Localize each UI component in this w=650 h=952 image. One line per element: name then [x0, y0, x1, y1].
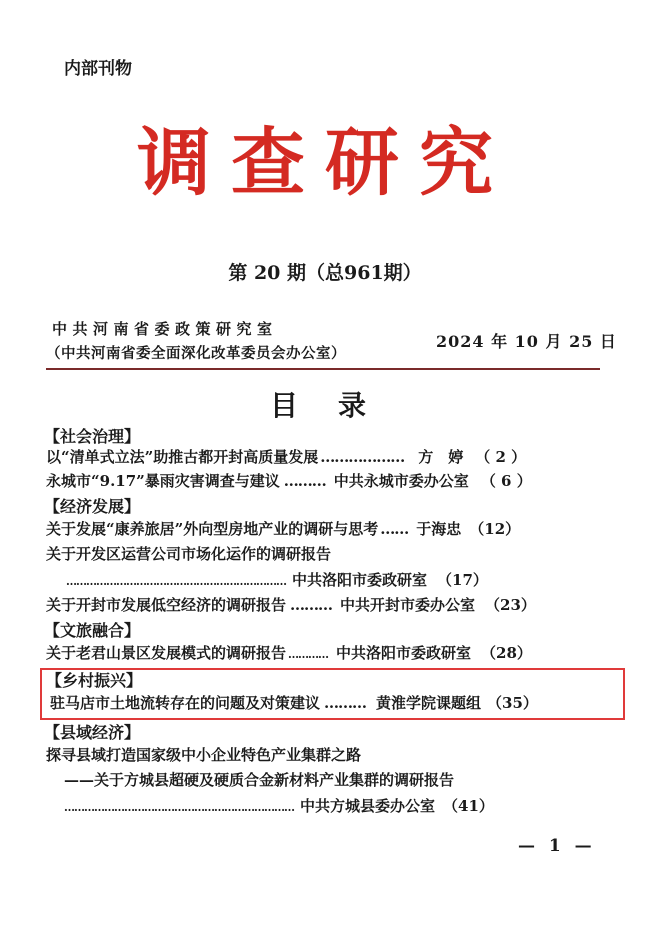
- toc-entry-author: 黄淮学院课题组: [376, 694, 482, 712]
- toc-entry-subtitle[interactable]: [64, 769, 454, 790]
- toc-entry-leader: ………: [283, 472, 326, 490]
- internal-publication-label: 内部刊物: [64, 59, 132, 79]
- toc-entry-author: 中共开封市委办公室: [340, 596, 476, 614]
- page-number: — 1 —: [518, 836, 596, 856]
- toc-entry-author: 中共洛阳市委政研室: [336, 644, 472, 662]
- toc-entry[interactable]: [46, 594, 536, 615]
- toc-entry-leader: …………………………………………………………: [66, 575, 286, 588]
- toc-entry-author: 中共洛阳市委政研室: [292, 571, 428, 589]
- toc-entry-page: （12）: [469, 520, 521, 538]
- toc-entry-leader: …………: [288, 648, 329, 661]
- toc-entry-title: 关于老君山景区发展模式的调研报告: [46, 644, 287, 662]
- toc-entry[interactable]: [46, 470, 532, 491]
- toc-entry-page: （17）: [437, 571, 488, 589]
- toc-entry-page: （35）: [487, 694, 538, 712]
- toc-entry-leader: ………………: [320, 448, 405, 466]
- header-divider: [46, 368, 600, 370]
- toc-entry-continuation[interactable]: [66, 569, 488, 590]
- toc-entry-leader: ………: [290, 596, 333, 614]
- toc-category-social-governance: 【社会治理】: [44, 427, 141, 446]
- masthead-title: 调查研究: [137, 120, 513, 206]
- toc-category-rural-revitalization: 【乡村振兴】: [46, 671, 143, 690]
- issue-number: 第 20 期（总961期）: [228, 262, 422, 284]
- toc-entry-title: 驻马店市土地流转存在的问题及对策建议: [50, 694, 321, 712]
- toc-entry-author: 中共永城市委办公室: [333, 472, 469, 490]
- toc-entry-title: 永城市“9.17”暴雨灾害调查与建议: [46, 472, 280, 490]
- toc-entry-continuation[interactable]: [64, 795, 494, 816]
- toc-entry-page: （23）: [485, 596, 536, 614]
- toc-entry[interactable]: [46, 446, 526, 467]
- toc-entry-title: 关于开发区运营公司市场化运作的调研报告: [46, 545, 332, 563]
- toc-entry-title: 关于发展“康养旅居”外向型房地产业的调研与思考: [46, 520, 379, 538]
- toc-entry-author: 方 婷: [418, 448, 464, 466]
- toc-entry-author: 于海忠: [416, 520, 462, 538]
- toc-entry-title: 探寻县域打造国家级中小企业特色产业集群之路: [46, 746, 362, 764]
- toc-entry-subtitle-text: ——关于方城县超硬及硬质合金新材料产业集群的调研报告: [64, 771, 455, 789]
- toc-entry[interactable]: [46, 543, 331, 564]
- toc-entry-page: （41）: [443, 797, 494, 815]
- toc-entry-leader: ……………………………………………………………: [64, 801, 294, 814]
- publication-date: 2024 年 10 月 25 日: [436, 332, 617, 351]
- toc-entry-page: （ 2 ）: [475, 448, 527, 466]
- publisher-subname: （中共河南省委全面深化改革委员会办公室）: [46, 345, 346, 362]
- toc-entry-leader: ………: [324, 694, 367, 712]
- publisher-name: 中共河南省委政策研究室: [52, 320, 278, 338]
- toc-entry-page: （28）: [481, 644, 532, 662]
- toc-entry[interactable]: [50, 692, 538, 713]
- toc-entry-author: 中共方城县委办公室: [300, 797, 436, 815]
- toc-entry[interactable]: [46, 518, 520, 539]
- toc-category-economic-development: 【经济发展】: [44, 497, 141, 516]
- toc-entry[interactable]: [46, 642, 532, 663]
- toc-entry-page: （ 6 ）: [480, 472, 532, 490]
- toc-entry-leader: ……: [380, 520, 409, 538]
- toc-entry-title: 关于开封市发展低空经济的调研报告: [46, 596, 287, 614]
- toc-entry[interactable]: [46, 744, 361, 765]
- toc-entry-title: 以“清单式立法”助推古都开封高质量发展: [46, 448, 319, 466]
- toc-category-culture-tourism: 【文旅融合】: [44, 621, 141, 640]
- toc-category-county-economy: 【县域经济】: [44, 723, 141, 742]
- toc-title: 目录: [270, 389, 407, 422]
